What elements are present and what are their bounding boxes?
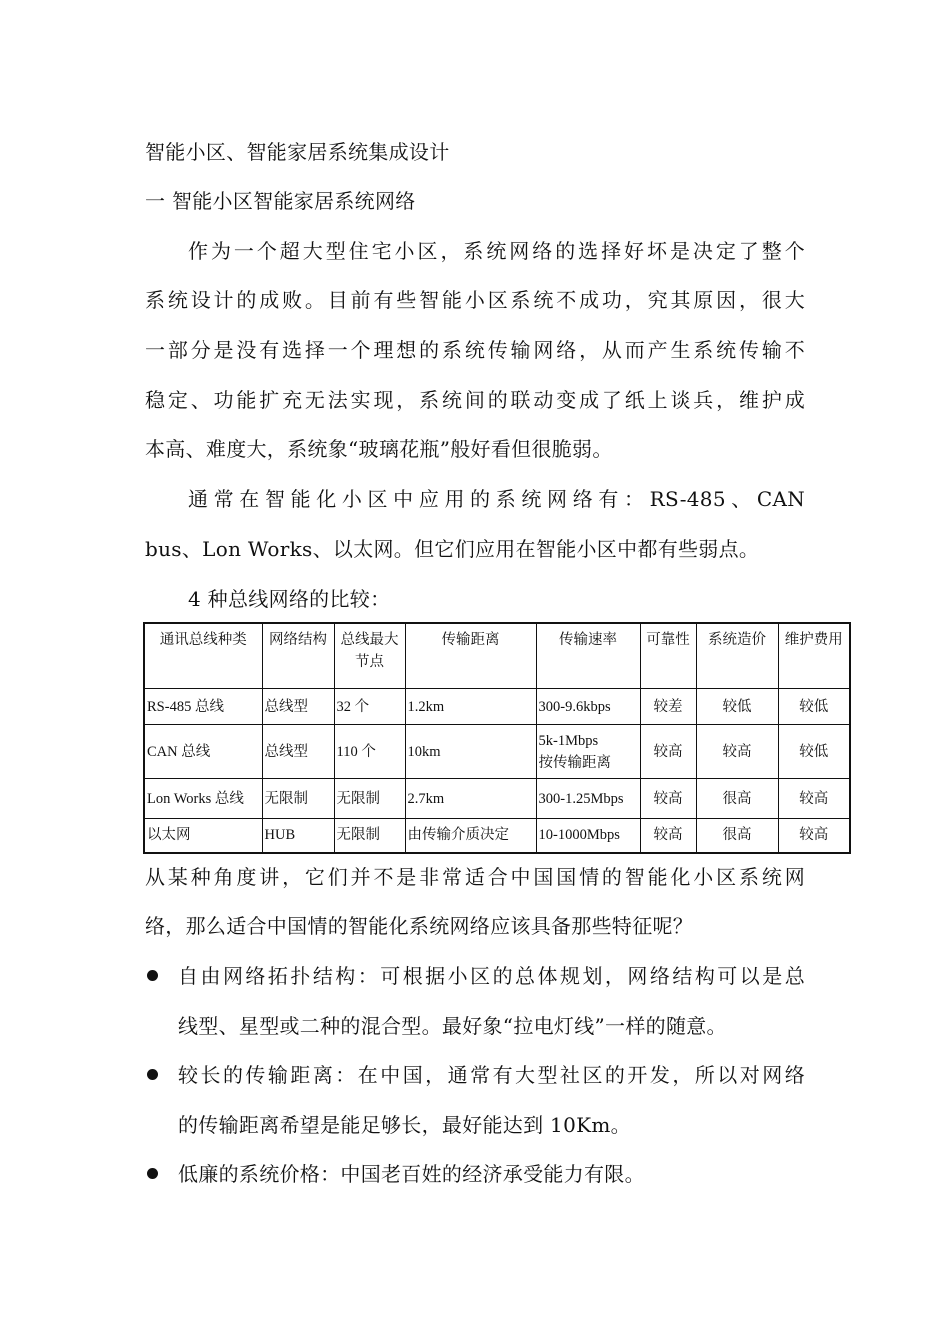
bullet-item-line: 较长的传输距离：在中国，通常有大型社区的开发，所以对网络 [178, 1063, 805, 1087]
doc-title: 智能小区、智能家居系统集成设计 [145, 140, 450, 164]
bullet-icon [147, 1069, 158, 1080]
paragraph-line: 稳定、功能扩充无法实现，系统间的联动变成了纸上谈兵，维护成 [145, 388, 805, 412]
column-header: 通讯总线种类 [144, 623, 262, 689]
paragraph-line: 系统设计的成败。目前有些智能小区系统不成功，究其原因，很大 [145, 288, 805, 312]
table-cell: 10km [405, 725, 536, 779]
table-cell: 较高 [640, 779, 696, 819]
rate-note: 按传输距离 [538, 754, 611, 771]
table-cell: 300-1.25Mbps [536, 779, 640, 819]
paragraph-line: 本高、难度大，系统象“玻璃花瓶”般好看但很脆弱。 [145, 437, 613, 461]
table-cell: 10-1000Mbps [536, 819, 640, 853]
column-header: 可靠性 [640, 623, 696, 689]
table-cell: 无限制 [334, 819, 405, 853]
section-heading: 一 智能小区智能家居系统网络 [145, 189, 416, 213]
paragraph-line: 一部分是没有选择一个理想的系统传输网络，从而产生系统传输不 [145, 338, 805, 362]
table-cell: 无限制 [334, 779, 405, 819]
table-cell: 2.7km [405, 779, 536, 819]
table-row [144, 819, 850, 853]
column-header: 系统造价 [696, 623, 778, 689]
table-header-row [144, 623, 850, 689]
bullet-item-line: 线型、星型或二种的混合型。最好象“拉电灯线”一样的随意。 [178, 1014, 727, 1038]
rate-value: 5k-1Mbps [538, 732, 599, 749]
table-cell: 110 个 [334, 725, 405, 779]
bus-comparison-table [143, 622, 851, 854]
paragraph-line: 从某种角度讲，它们并不是非常适合中国国情的智能化小区系统网 [145, 865, 805, 889]
table-cell: 300-9.6kbps [536, 689, 640, 725]
paragraph-line: 络，那么适合中国情的智能化系统网络应该具备那些特征呢？ [145, 914, 694, 938]
table-cell: 1.2km [405, 689, 536, 725]
table-cell: RS-485 总线 [144, 689, 262, 725]
table-row [144, 689, 850, 725]
table-cell: 较低 [778, 725, 850, 779]
table-cell: 无限制 [262, 779, 334, 819]
table-row [144, 779, 850, 819]
table-cell: 较低 [778, 689, 850, 725]
column-header: 网络结构 [262, 623, 334, 689]
table-cell: 较高 [778, 819, 850, 853]
table-cell: 由传输介质决定 [405, 819, 536, 853]
column-header: 传输速率 [536, 623, 640, 689]
table-row [144, 725, 850, 779]
bullet-item-line: 低廉的系统价格：中国老百姓的经济承受能力有限。 [178, 1162, 645, 1186]
table-cell [536, 725, 640, 779]
table-cell: 较高 [640, 819, 696, 853]
table-cell: CAN 总线 [144, 725, 262, 779]
table-cell: Lon Works 总线 [144, 779, 262, 819]
table-cell: 很高 [696, 819, 778, 853]
table-cell: 较高 [640, 725, 696, 779]
table-cell: 以太网 [144, 819, 262, 853]
bullet-icon [147, 970, 158, 981]
table-cell: 32 个 [334, 689, 405, 725]
table-cell: 很高 [696, 779, 778, 819]
table-cell: 较高 [778, 779, 850, 819]
paragraph-line: bus、Lon Works、以太网。但它们应用在智能小区中都有些弱点。 [145, 537, 760, 561]
column-header: 总线最大节点 [334, 623, 405, 689]
table-cell: 较差 [640, 689, 696, 725]
paragraph-line: 作为一个超大型住宅小区，系统网络的选择好坏是决定了整个 [188, 239, 805, 263]
table-cell: HUB [262, 819, 334, 853]
table-cell: 总线型 [262, 689, 334, 725]
bullet-item-line: 的传输距离希望是能足够长，最好能达到 10Km。 [178, 1113, 631, 1137]
table-cell: 总线型 [262, 725, 334, 779]
column-header: 传输距离 [405, 623, 536, 689]
column-header: 维护费用 [778, 623, 850, 689]
bullet-icon [147, 1168, 158, 1179]
table-cell: 较高 [696, 725, 778, 779]
paragraph-line: 通常在智能化小区中应用的系统网络有：RS-485、CAN [188, 487, 805, 511]
table-cell: 较低 [696, 689, 778, 725]
table-caption: 4 种总线网络的比较： [188, 587, 391, 611]
bullet-item-line: 自由网络拓扑结构：可根据小区的总体规划，网络结构可以是总 [178, 964, 805, 988]
